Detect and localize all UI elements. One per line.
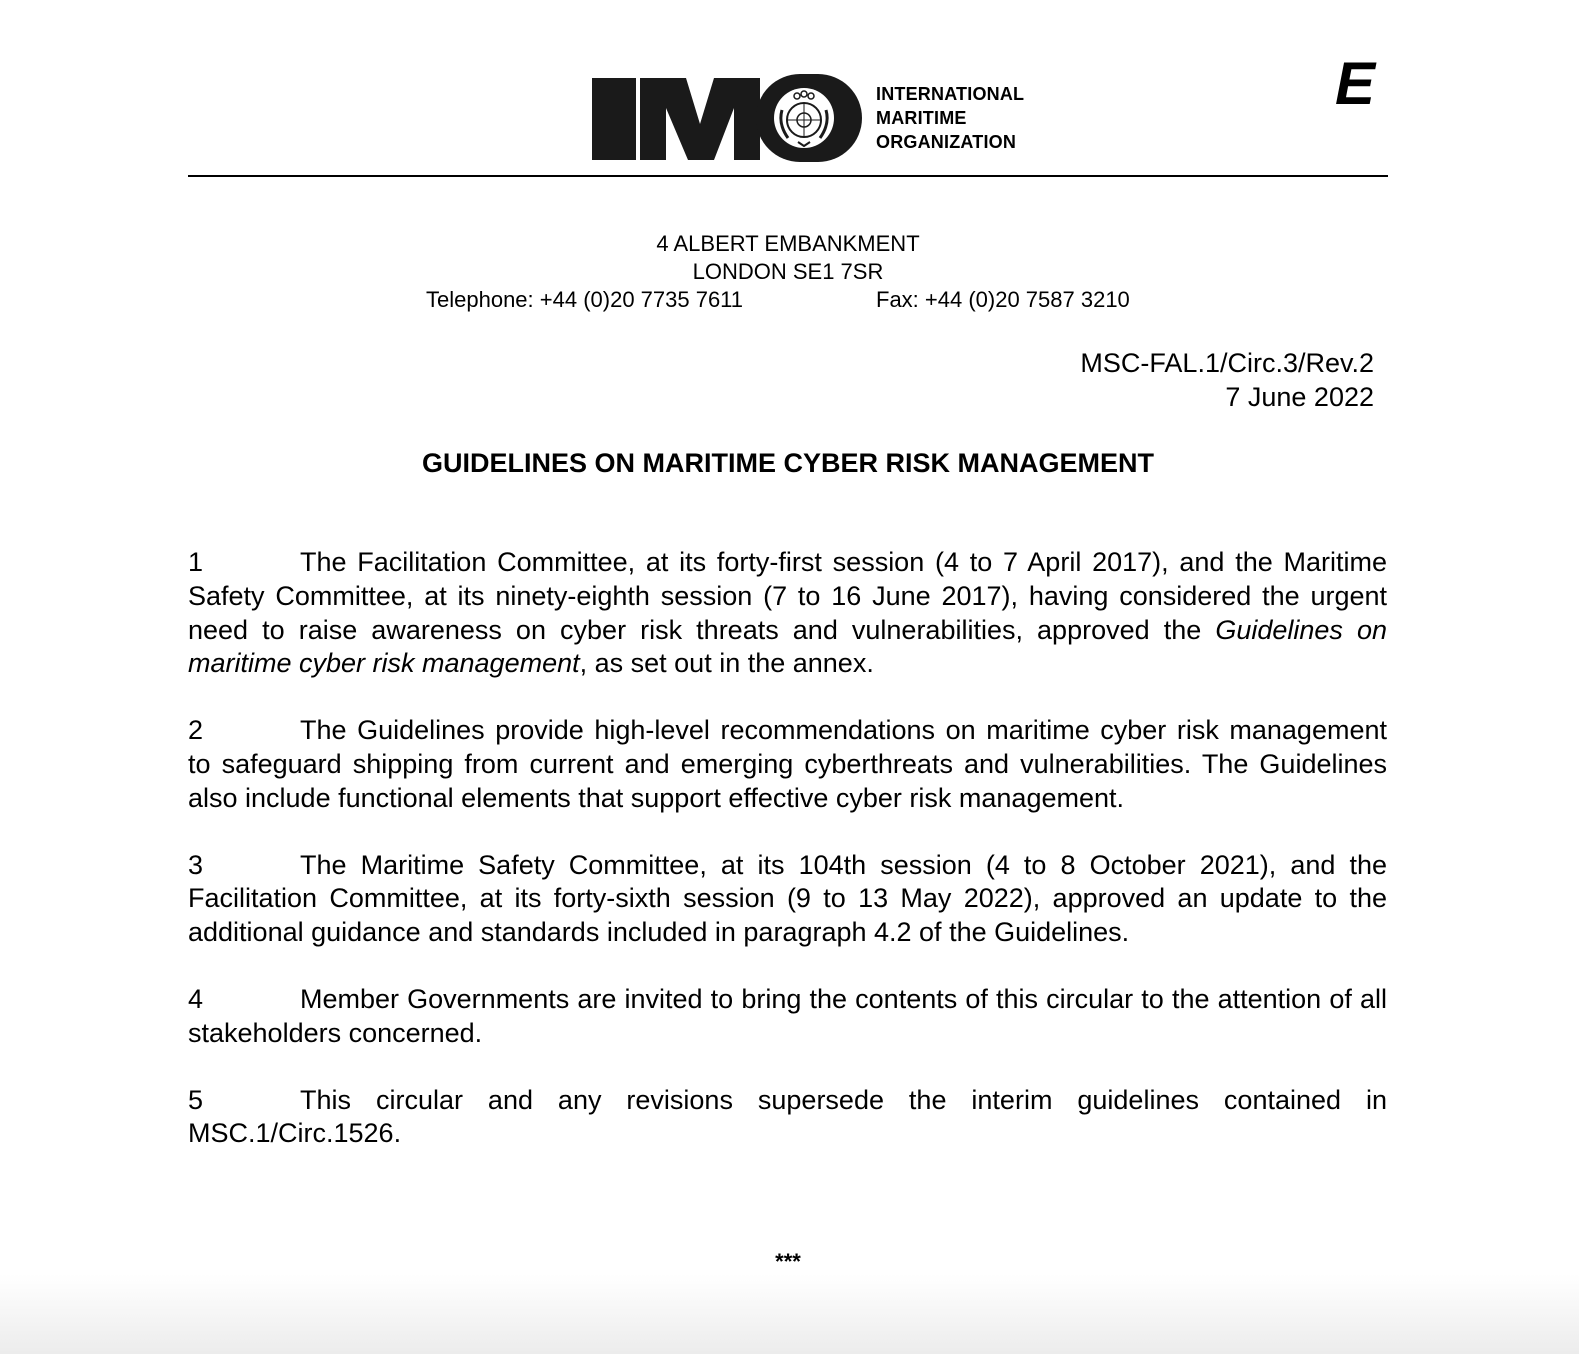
document-reference	[1080, 346, 1374, 414]
org-name-line-3: ORGANIZATION	[876, 132, 1017, 152]
end-mark: ***	[775, 1249, 801, 1274]
org-name	[876, 82, 1024, 154]
paragraph-italic-title: Guidelines on maritime cyber risk management	[188, 614, 1387, 679]
address-city: LONDON SE1 7SR	[692, 259, 884, 284]
imo-logo-mark	[592, 72, 862, 164]
paragraph-number: 5	[188, 1084, 204, 1115]
paragraph-text: The Facilitation Committee, at its forty-first session (4 to 7 April 2017), and the Maritime Safety Committee, at its ninety-eighth session (7 to 16 June 2017), having considered the urgent need to raise awareness on cyber risk threats and vulnerabilities, approved the	[188, 547, 1387, 645]
paragraph-1	[188, 546, 1387, 681]
paragraph-text-end: , as set out in the annex.	[579, 648, 874, 679]
paragraph-number: 3	[188, 849, 204, 880]
paragraph-5	[188, 1084, 1387, 1152]
language-code: E	[1335, 50, 1376, 117]
telephone: Telephone: +44 (0)20 7735 7611	[426, 287, 744, 312]
paragraph-number: 2	[188, 715, 204, 746]
paragraph-text: The Guidelines provide high-level recommendations on maritime cyber risk management to safeguard shipping from current and emerging cyberthreats and vulnerabilities. The Guidelines also include functional elements that support effective cyber risk management.	[188, 715, 1387, 813]
address-street: 4 ALBERT EMBANKMENT	[656, 231, 920, 256]
address-block	[188, 230, 1388, 286]
document-title: GUIDELINES ON MARITIME CYBER RISK MANAGEMENT	[421, 448, 1155, 478]
document-date: 7 June 2022	[1225, 382, 1374, 412]
paragraph-text: This circular and any revisions supersede the interim guidelines contained in MSC.1/Circ.1526.	[188, 1084, 1387, 1149]
page-bottom-shadow	[0, 1274, 1579, 1354]
document-symbol: MSC-FAL.1/Circ.3/Rev.2	[1080, 348, 1374, 378]
paragraph-text: Member Governments are invited to bring the contents of this circular to the attention of all stakeholders concerned.	[188, 983, 1387, 1048]
paragraph-text: The Maritime Safety Committee, at its 104th session (4 to 8 October 2021), and the Facilitation Committee, at its forty-sixth session (9 to 13 May 2022), approved an update to the additional guidance and standards included in paragraph 4.2 of the Guidelines.	[188, 849, 1387, 948]
org-name-line-1: INTERNATIONAL	[876, 84, 1025, 104]
org-name-line-2: MARITIME	[876, 108, 967, 128]
document-body	[188, 546, 1387, 1184]
header-divider	[188, 175, 1388, 177]
paragraph-number: 1	[188, 547, 204, 577]
paragraph-3	[188, 849, 1387, 950]
paragraph-2	[188, 714, 1387, 815]
paragraph-number: 4	[188, 983, 204, 1014]
paragraph-4	[188, 983, 1387, 1051]
imo-logo	[592, 72, 1024, 164]
fax: Fax: +44 (0)20 7587 3210	[876, 287, 1130, 312]
